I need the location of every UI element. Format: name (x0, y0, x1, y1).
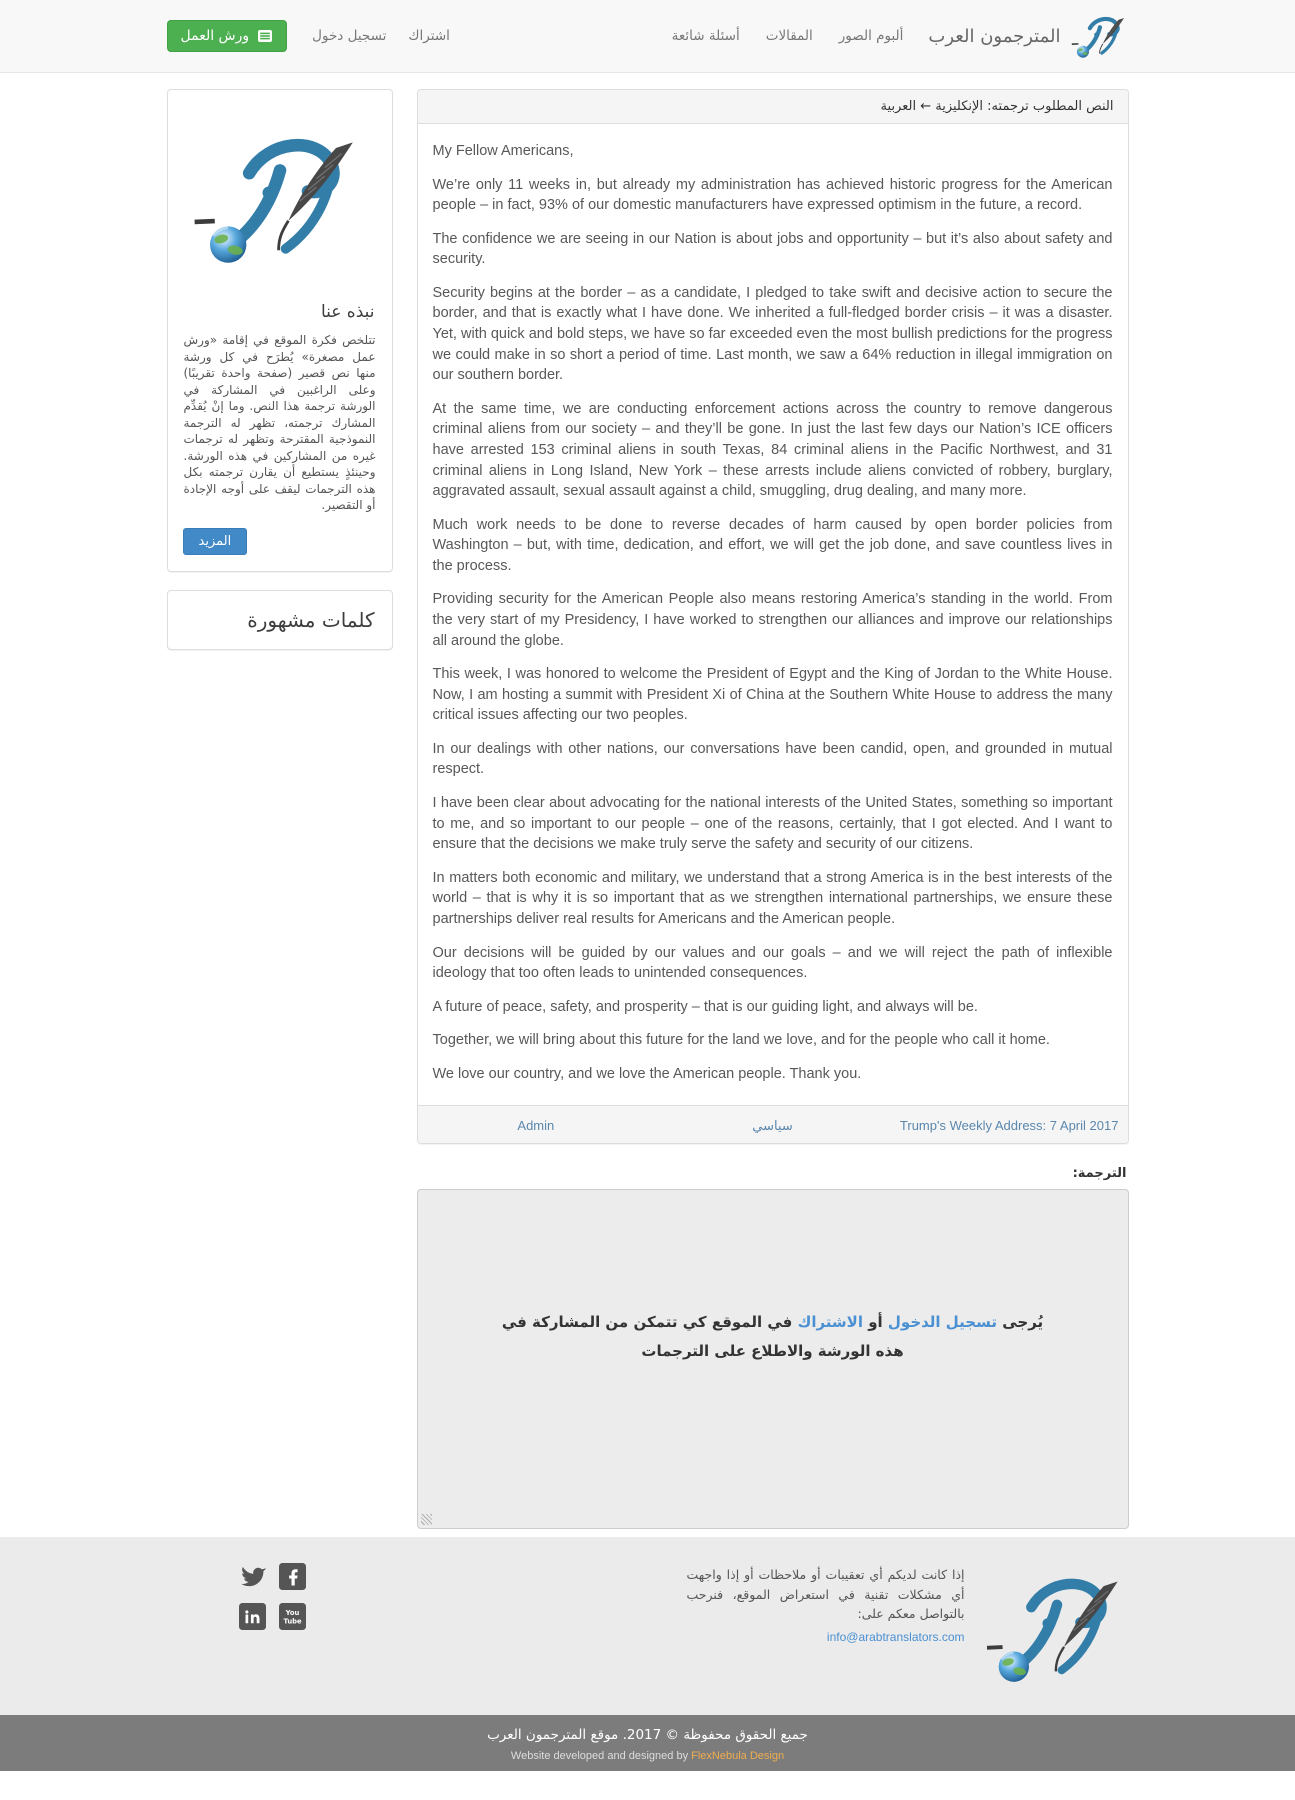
copyright-text: جميع الحقوق محفوظة © 2017. موقع المترجمون العرب (487, 1727, 808, 1744)
site-footer (0, 1537, 1295, 1715)
facebook-icon (279, 1563, 306, 1590)
brand-title: المترجمون العرب (928, 25, 1061, 47)
site-logo-icon (1071, 6, 1129, 66)
sidebar (167, 89, 393, 650)
facebook-link[interactable] (279, 1563, 306, 1590)
subscribe-link[interactable]: اشتراك (408, 28, 450, 44)
login-link[interactable]: تسجيل دخول (312, 28, 387, 44)
article-paragraph: Together, we will bring about this future for the land we love, and for the people who call it home. (432, 1032, 1050, 1049)
social-grid (239, 1563, 306, 1630)
subscribe-link-inline[interactable]: الاشتراك (797, 1313, 863, 1332)
youtube-icon (279, 1603, 306, 1630)
credit-link[interactable]: FlexNebula Design (691, 1750, 785, 1763)
article-footer-link[interactable]: Trump's Weekly Address: 7 April 2017 (899, 1118, 1119, 1134)
main-column (417, 89, 1129, 1529)
nav-link[interactable]: ألبوم الصور (838, 28, 904, 44)
article-footer-cell (418, 1115, 655, 1134)
famous-words-panel (167, 590, 393, 650)
article-paragraph: We love our country, and we love the American people. Thank you. (432, 1065, 862, 1082)
workshops-button[interactable] (167, 20, 288, 52)
article-paragraph: Security begins at the border – as a candidate, I pledged to take swift and decisive action to secure the border, and that is exactly what I have done. We inherited a full-fledged border crisis – it was a disaster. Yet, with quick and bold steps, we have so far exceeded even the most bullish predictions for the progress we could make in so short a period of time. Last month, we saw a 64% reduction in illegal immigration on our southern border. (432, 284, 1113, 384)
article-header: النص المطلوب ترجمته: الإنكليزية ← العربية (418, 90, 1128, 124)
translation-label: الترجمة: (1072, 1166, 1127, 1182)
footer-contact (687, 1565, 965, 1643)
article-paragraph: Our decisions will be guided by our values and our goals – and we will reject the path of inflexible ideology that too often leads to unintended consequences. (432, 944, 1113, 982)
credit-prefix: Website developed and designed by (510, 1750, 692, 1763)
more-button[interactable]: المزيد (183, 528, 248, 555)
sidebar-logo-icon (191, 106, 369, 288)
translation-textarea[interactable] (417, 1189, 1129, 1529)
article-paragraph: A future of peace, safety, and prosperity – that is our guiding light, and always will be. (432, 998, 978, 1015)
article-paragraph: I have been clear about advocating for the national interests of the United States, something so important to me, and so important to our people – one of the reasons, certainly, that I got elected. And I want to ensure that the decisions we make truly serve the safety and security of our citizens. (432, 795, 1113, 853)
about-panel (167, 89, 393, 572)
message-or: أو (862, 1313, 888, 1332)
navbar-brand[interactable] (922, 6, 1128, 66)
message-prefix: يُرجى (997, 1313, 1044, 1332)
nav-link[interactable]: أسئلة شائعة (671, 28, 740, 44)
footer-contact-text: إذا كانت لديكم أي تعقيبات أو ملاحظات أو إذا واجهت أي مشكلات تقنية في استعراض الموقع، فنرحب بالتواصل معكم على: (686, 1567, 965, 1622)
article-paragraph: My Fellow Americans, (432, 143, 574, 159)
article-panel (417, 89, 1129, 1144)
svg-text:You: You (285, 1609, 299, 1618)
article-paragraph: Much work needs to be done to reverse decades of harm caused by open border policies from Washington – but, with time, dedication, and effort, we will get the job done, and save countless lives in the process. (432, 516, 1113, 574)
footer-logo-icon (987, 1551, 1127, 1703)
article-footer-link[interactable]: سياسي (752, 1118, 793, 1134)
article-paragraph: In matters both economic and military, we understand that a strong America is in the best interests of the world – that is why it is so important that as we strengthen international partnerships, we ensure these partnerships deliver real results for Americans and the American people. (432, 869, 1113, 927)
article-paragraph: The confidence we are seeing in our Nation is about jobs and opportunity – but it’s also about safety and security. (432, 230, 1113, 268)
article-paragraph: Providing security for the American People also means restoring America’s standing in the world. From the very start of my Presidency, I have worked to strengthen our alliances and improve our relationships all around the globe. (432, 591, 1113, 649)
article-paragraph: This week, I was honored to welcome the President of Egypt and the King of Jordan to the White House. Now, I am hosting a summit with President Xi of China at the Southern White House to address the many critical issues affecting our two peoples. (432, 666, 1113, 724)
article-paragraph: At the same time, we are conducting enforcement actions across the country to remove dangerous criminal aliens from our society – and they’ll be gone. In just the last few days our Nation’s ICE officers have arrested 153 criminal aliens in south Texas, 84 criminal aliens in the Pacific Northwest, and 31 criminal aliens in Long Island, New York – these arrests include aliens convicted of robbery, burglary, aggravated assault, sexual assault against a child, smuggling, drug dealing, and many more. (432, 400, 1113, 500)
twitter-icon (239, 1563, 266, 1590)
article-paragraph: We’re only 11 weeks in, but already my administration has achieved historic progress for the American people – in fact, 93% of our domestic manufacturers have expressed optimism in the future, a record. (432, 176, 1113, 214)
article-body (418, 124, 1128, 1105)
article-footer-link[interactable]: Admin (517, 1118, 555, 1134)
famous-words-title: كلمات مشهورة (247, 608, 375, 633)
workshops-button-label: ورش العمل (180, 28, 250, 44)
about-text: تتلخص فكرة الموقع في إقامة «ورش عمل مصغرة» يُطرَح في كل ورشة منها نص قصير (صفحة واحدة تقريبًا) وعلى الراغبين في المشاركة في الورشة ترجمة هذا النص. وما إنْ يُقدِّم المشارك ترجمته، تظهر له الترجمة النموذجية المقترحة وتظهر له ترجمات غيره من المشاركين في هذه الورشة. وحينئذٍ يستطيع أن يقارن ترجمته بكل هذه الترجمات ليقف على أوجه الإجادة أو التقصير. (183, 333, 376, 513)
translation-message (488, 1308, 1058, 1365)
linkedin-link[interactable] (239, 1603, 266, 1630)
twitter-link[interactable] (239, 1563, 266, 1590)
copyright-bar (0, 1715, 1295, 1771)
youtube-link[interactable] (279, 1603, 306, 1630)
article-footer-cell (654, 1115, 891, 1134)
linkedin-icon (239, 1603, 266, 1630)
message-suffix: في الموقع كي تتمكن من المشاركة في هذه الورشة والاطلاع على الترجمات (501, 1313, 904, 1360)
about-title: نبذه عنا (320, 302, 375, 322)
login-link-inline[interactable]: تسجيل الدخول (887, 1313, 998, 1332)
workshops-list-icon (257, 28, 273, 44)
article-paragraph: In our dealings with other nations, our conversations have been candid, open, and grounded in mutual respect. (432, 740, 1113, 778)
credit-text (0, 1750, 1295, 1762)
footer-email-link[interactable]: info@arabtranslators.com (826, 1629, 965, 1644)
textarea-resize-handle[interactable] (421, 1514, 432, 1525)
top-navbar (0, 0, 1295, 73)
nav-link[interactable]: المقالات (765, 28, 813, 44)
nav-links (659, 28, 917, 44)
article-footer (418, 1105, 1128, 1143)
svg-text:Tube: Tube (282, 1618, 302, 1627)
article-footer-cell (891, 1115, 1128, 1134)
